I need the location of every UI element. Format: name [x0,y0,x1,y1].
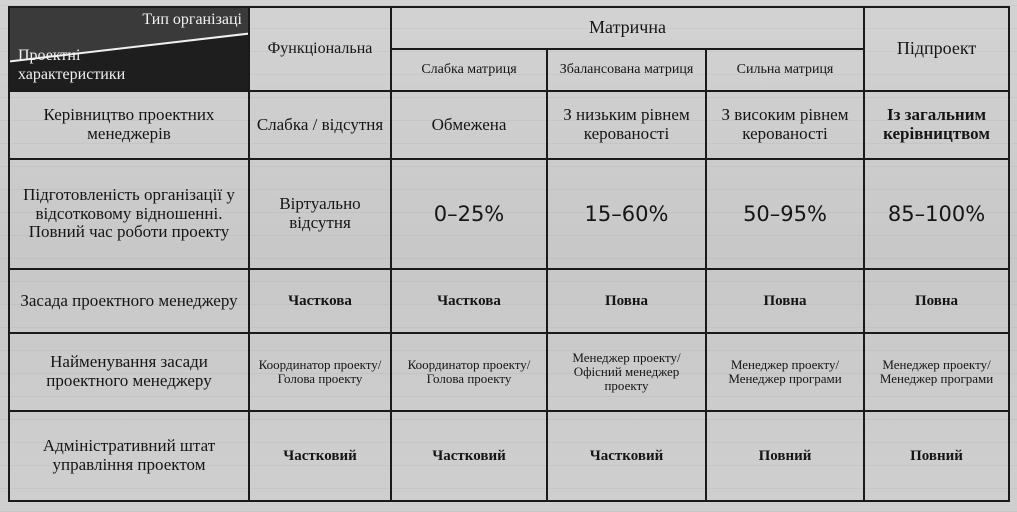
header-matrix: Матрична [391,7,864,49]
organization-type-label: Тип організаці [142,11,242,28]
table-cell: Повний [706,411,864,501]
table-cell: 15–60% [547,159,706,269]
table-cell: Віртуально відсутня [249,159,391,269]
header-strong-matrix: Сильна матриця [706,49,864,91]
header-functional: Функціональна [249,7,391,91]
row-label-manager-authority: Керівництво проектних менеджерів [9,91,249,159]
table-cell: Координатор проекту/ Голова проекту [249,333,391,411]
table-cell: 85–100% [864,159,1009,269]
table-cell: Часткова [249,269,391,333]
table-row [9,411,1009,501]
table-cell: Частковий [249,411,391,501]
row-label-manager-title: Найменування засади проектного менеджеру [9,333,249,411]
table-cell: Менеджер проекту/ Офісний менеджер проекту [547,333,706,411]
table-cell: Частковий [547,411,706,501]
project-characteristics-line-1: Проектні [18,47,81,65]
table-row [9,91,1009,159]
table-cell: 0–25% [391,159,547,269]
table-row [9,159,1009,269]
header-project: Підпроект [864,7,1009,91]
table-cell: Координатор проекту/ Голова проекту [391,333,547,411]
table-row [9,269,1009,333]
header-balanced-matrix: Збалансована матриця [547,49,706,91]
table-cell: Менеджер проекту/ Менеджер програми [706,333,864,411]
row-label-manager-role: Засада проектного менеджеру [9,269,249,333]
table-cell: З високим рівнем керованості [706,91,864,159]
table-cell: З низьким рівнем керованості [547,91,706,159]
table-cell: 50–95% [706,159,864,269]
table-cell: Часткова [391,269,547,333]
header-weak-matrix: Слабка матриця [391,49,547,91]
table-cell: Повна [864,269,1009,333]
table-cell: Повна [706,269,864,333]
table-cell: Повна [547,269,706,333]
row-label-staff-percentage: Підготовленість організації у відсотковому відношенні. Повний час роботи проекту [9,159,249,269]
table-cell: Повний [864,411,1009,501]
table-cell: Менеджер проекту/ Менеджер програми [864,333,1009,411]
table-row [9,333,1009,411]
header-row-1 [9,7,1009,49]
table-cell: Із загальним керівництвом [864,91,1009,159]
table-cell: Частковий [391,411,547,501]
project-characteristics-line-2: характеристики [18,65,126,83]
table-cell: Слабка / відсутня [249,91,391,159]
project-characteristics-label [18,47,125,84]
organization-types-table [8,6,1010,502]
corner-header-cell [9,7,249,91]
row-label-admin-staff: Адміністративний штат управління проектом [9,411,249,501]
table-cell: Обмежена [391,91,547,159]
